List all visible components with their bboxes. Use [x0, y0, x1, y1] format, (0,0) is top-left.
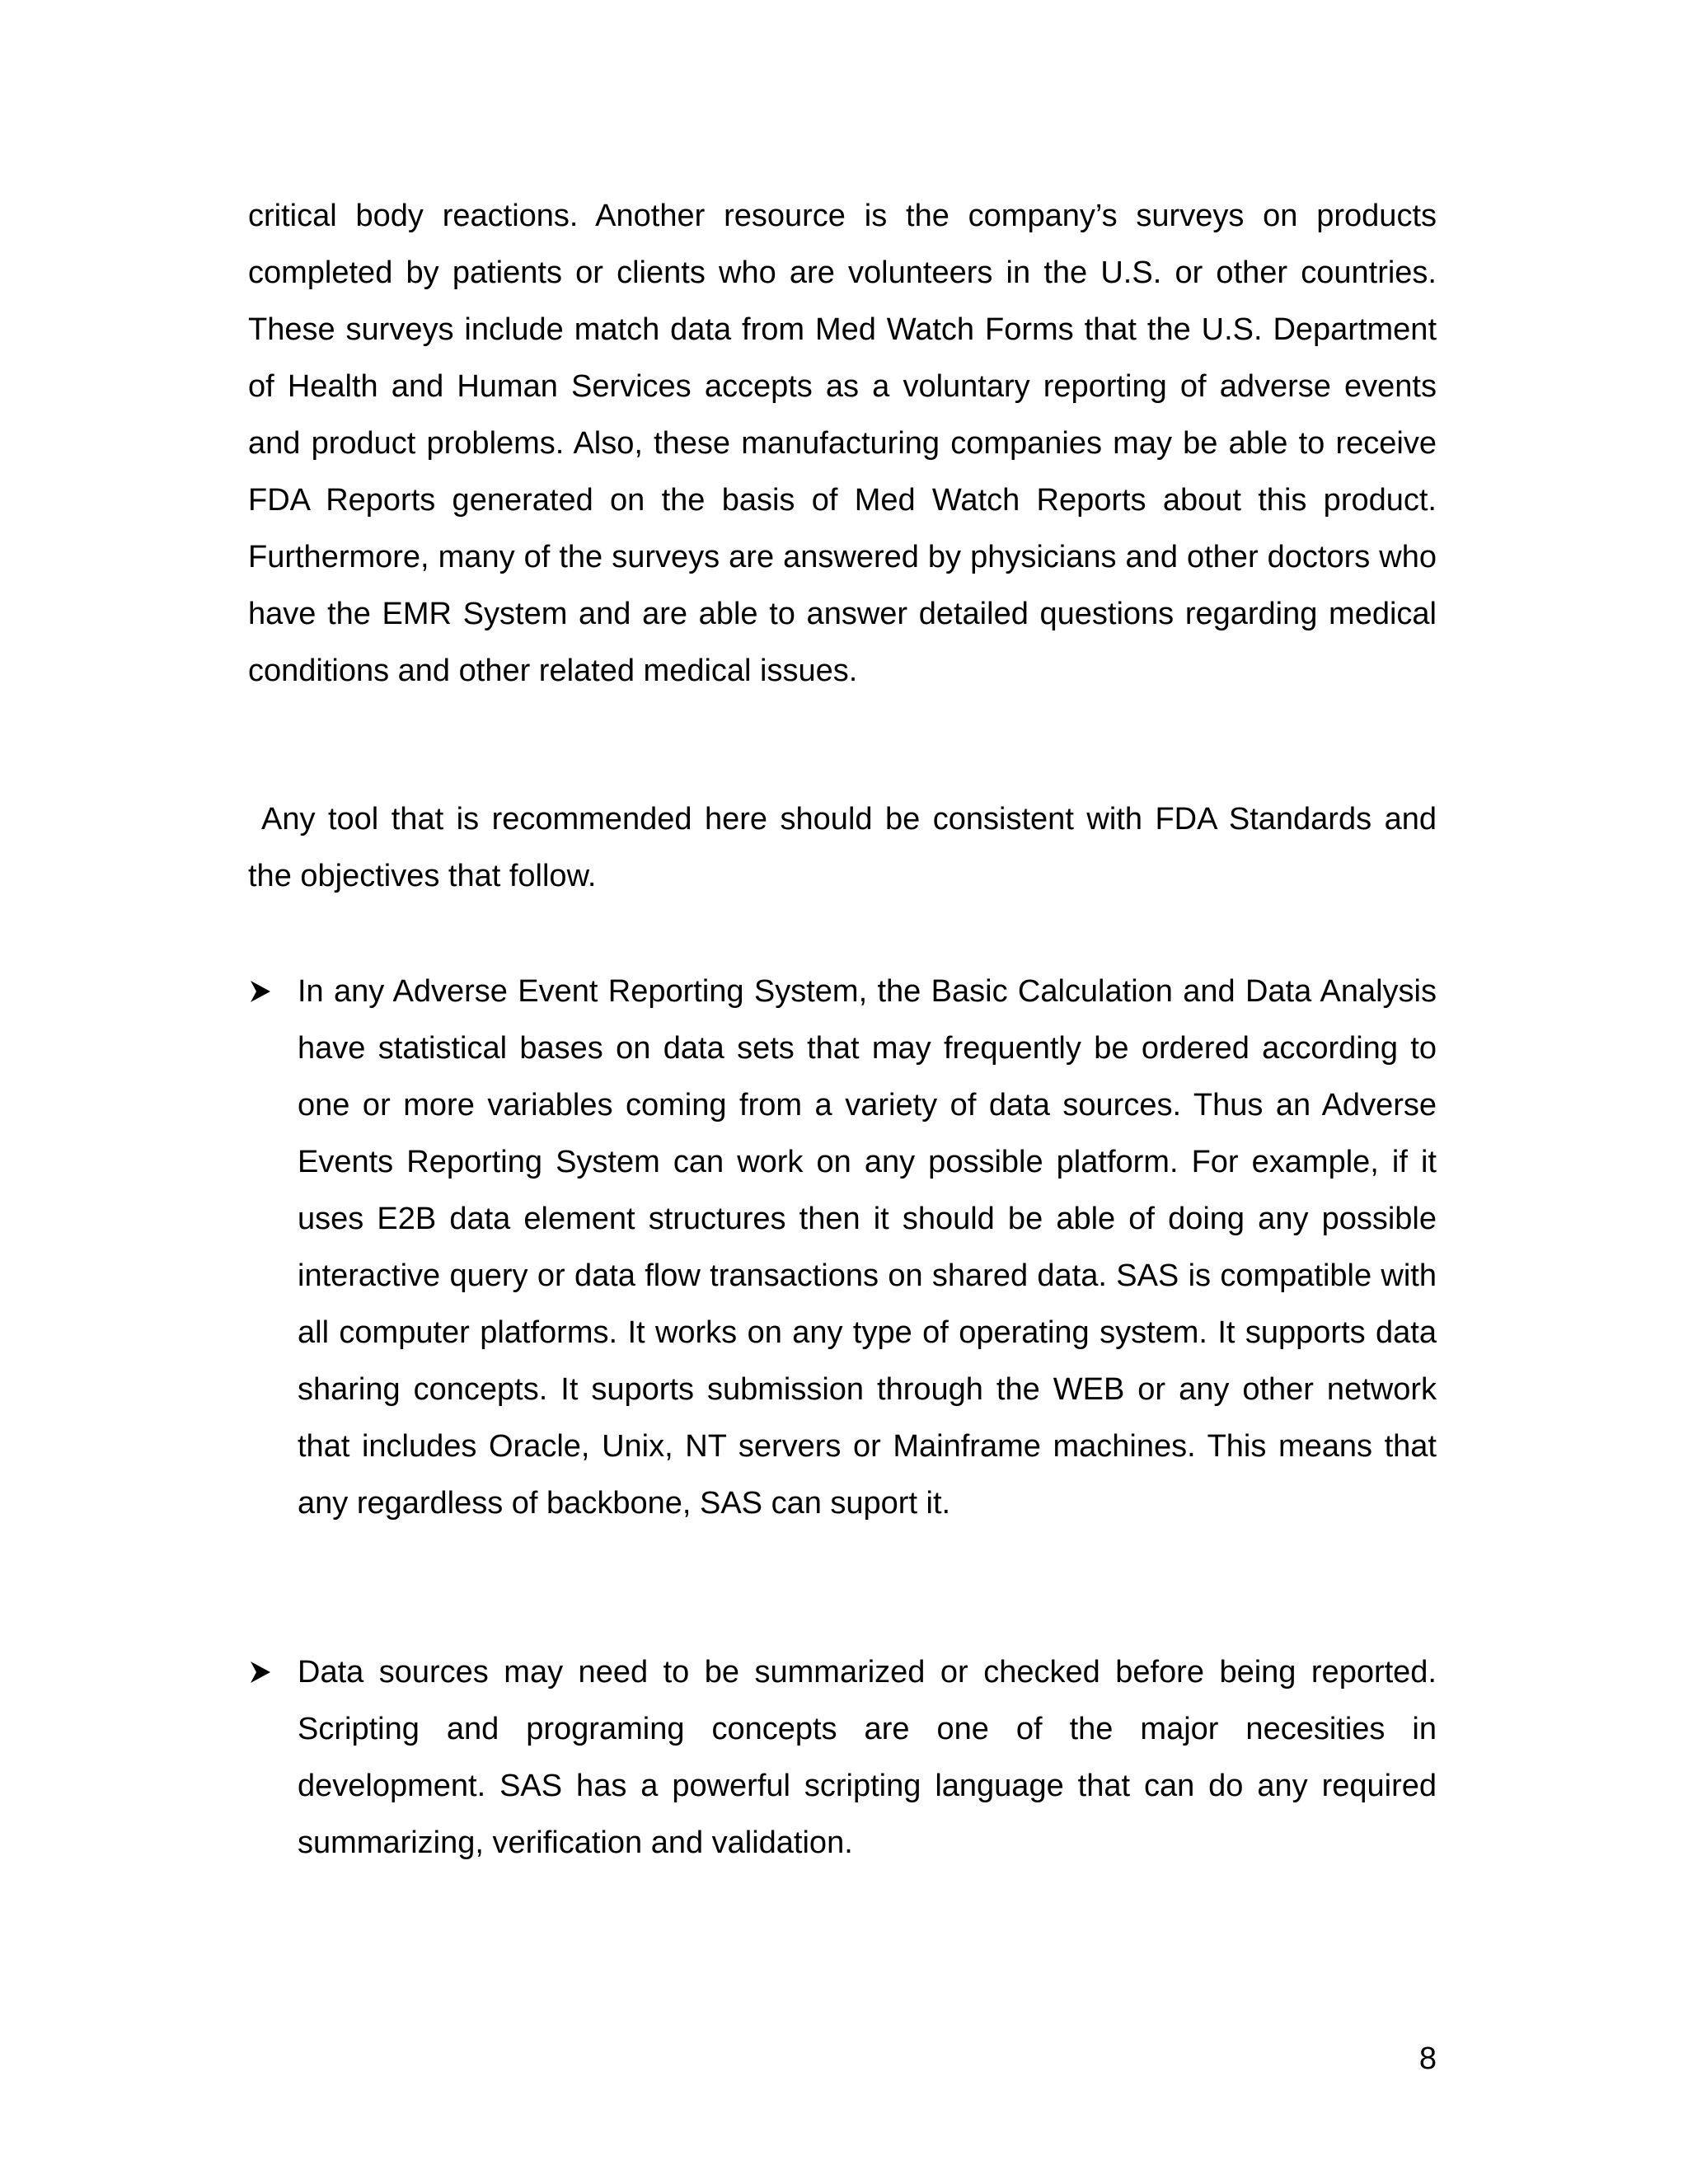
right-arrowhead-icon — [250, 980, 271, 1003]
bullet-item-2 — [248, 1644, 1437, 1872]
bullet-text-2: Data sources may need to be summarized or checked before being reported. Scripting and programing concepts are one of the major necesities in development. SAS has a powerful scripting language that can do any required summarizing, verification and validation. — [298, 1655, 1437, 1860]
body-paragraph-2: Any tool that is recommended here should be consistent with FDA Standards and the objectives that follow. — [248, 802, 1437, 893]
bullet-item-1 — [248, 963, 1437, 1532]
body-paragraph-1: critical body reactions. Another resource is the company’s surveys on products completed by patients or clients who are volunteers in the U.S. or other countries. These surveys include match data from Med Watch Forms that the U.S. Department of Health and Human Services accepts as a voluntary reporting of adverse events and product problems. Also, these manufacturing companies may be able to receive FDA Reports generated on the basis of Med Watch Reports about this product. Furthermore, many of the surveys are answered by physicians and other doctors who have the EMR System and are able to answer detailed questions regarding medical conditions and other related medical issues. — [248, 199, 1437, 688]
right-arrowhead-icon — [250, 1661, 271, 1684]
page-number: 8 — [1418, 2041, 1437, 2076]
bullet-text-1: In any Adverse Event Reporting System, the Basic Calculation and Data Analysis have statistical bases on data sets that may frequently be ordered according to one or more variables coming from a variety of data sources. Thus an Adverse Events Reporting System can work on any possible platform. For example, if it uses E2B data element structures then it should be able of doing any possible interactive query or data flow transactions on shared data. SAS is compatible with all computer platforms. It works on any type of operating system. It supports data sharing concepts. It suports submission through the WEB or any other network that includes Oracle, Unix, NT servers or Mainframe machines. This means that any regardless of backbone, SAS can suport it. — [298, 974, 1437, 1521]
